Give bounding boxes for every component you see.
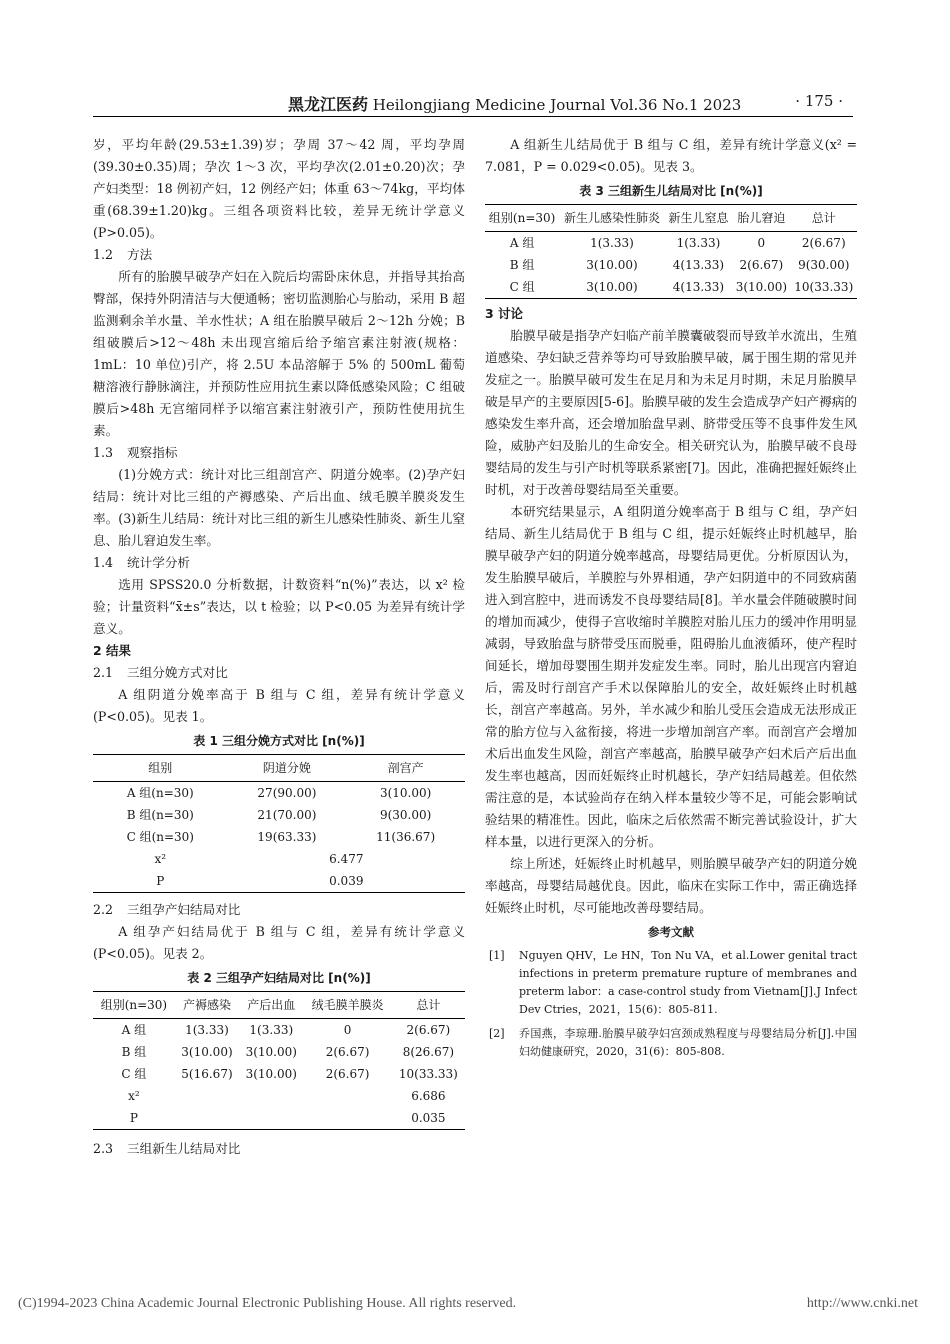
table-row: B 组 3(10.00) 4(13.33) 2(6.67) 9(30.00)	[509, 258, 850, 272]
paragraph: 选用 SPSS20.0 分析数据，计数资料“n(%)”表达，以 x² 检验；计量资料“x̄±s”表达，以 t 检验；以 P<0.05 为差异有统计学意义。	[93, 577, 465, 636]
paragraph: 所有的胎膜早破孕产妇在入院后均需卧床休息，并指导其抬高臀部，保持外阴清洁与大便通畅；密切监测胎心与胎动，采用 B 超监测剩余羊水量、羊水性状；A 组在胎膜早破后 2～12h 分娩；B 组破膜后>12～48h 未出现宫缩后给予缩宫素注射液(规格：1mL：10 单位)引产，将 2.5U 本品溶解于 5% 的 500mL 葡萄糖溶液行静脉滴注，并预防性应用抗生素以降低感染风险；C 组破膜后>48h 无宫缩同样予以缩宫素注射液引产，预防性使用抗生素。	[93, 269, 465, 438]
table-3-caption: 表 3 三组新生儿结局对比 [n(%)]	[579, 184, 763, 198]
table-header: 剖宫产	[346, 755, 465, 782]
table-header: 阴道分娩	[228, 755, 347, 782]
table-row-p: P 0.035	[129, 1111, 446, 1125]
section-heading-2-1: 2.1 三组分娩方式对比	[93, 665, 228, 680]
journal-title-en: Heilongjiang Medicine Journal Vol.36 No.1 2023	[372, 96, 742, 114]
page-number: · 175 ·	[795, 92, 843, 110]
references-heading: 参考文献	[648, 925, 694, 939]
journal-title-cn: 黑龙江医药	[288, 95, 369, 114]
reference-list	[485, 947, 857, 1061]
table-row: B 组(n=30) 21(70.00) 9(30.00)	[126, 808, 432, 822]
table-row: C 组(n=30) 19(63.33) 11(36.67)	[126, 830, 436, 844]
paragraph: A 组阴道分娩率高于 B 组与 C 组，差异有统计学意义(P<0.05)。见表 1。	[93, 687, 465, 724]
paragraph: 岁，平均年龄(29.53±1.39)岁；孕周 37～42 周，平均孕周(39.30±0.35)周；孕次 1～3 次，平均孕次(2.01±0.20)次；孕产妇类型：18 例初产妇，12 例经产妇；体重 63～74kg，平均体重(68.39±1.20)kg。三组各项资料比较，差异无统计学意义(P>0.05)。	[93, 137, 465, 240]
paragraph: (1)分娩方式：统计对比三组剖宫产、阴道分娩率。(2)孕产妇结局：统计对比三组的产褥感染、产后出血、绒毛膜羊膜炎发生率。(3)新生儿结局：统计对比三组的新生儿感染性肺炎、新生儿窒息、胎儿窘迫发生率。	[93, 467, 465, 548]
section-heading-2-3: 2.3 三组新生儿结局对比	[93, 1141, 241, 1156]
paragraph: 胎膜早破是指孕产妇临产前羊膜囊破裂而导致羊水流出，生殖道感染、孕妇缺乏营养等均可导致胎膜早破，属于围生期的常见并发症之一。胎膜早破可发生在足月和为未足月时期，未足月胎膜早破是早产的主要原因[5-6]。胎膜早破的发生会造成孕产妇产褥病的感染发生率升高，还会增加胎盘早剥、脐带受压等不良事件发生风险，威胁产妇及胎儿的生命安全。相关研究认为，胎膜早破不良母婴结局的发生与引产时机等联系紧密[7]。因此，准确把握妊娠终止时机，对于改善母婴结局至关重要。	[485, 328, 857, 497]
section-heading-1-4: 1.4 统计学分析	[93, 555, 190, 570]
table-row: A 组 1(3.33) 1(3.33) 0 2(6.67)	[121, 1023, 451, 1037]
table-header: 新生儿感染性肺炎	[559, 205, 664, 232]
reference-item: [2] 乔国燕，李琼珊.胎膜早破孕妇宫颈成熟程度与母婴结局分析[J].中国妇幼健康研究，2020，31(6)：805-808.	[489, 1027, 857, 1058]
table-header: 胎儿窘迫	[732, 205, 790, 232]
journal-title	[288, 92, 741, 115]
section-heading-2-2: 2.2 三组孕产妇结局对比	[93, 902, 241, 917]
table-row: C 组 3(10.00) 4(13.33) 3(10.00) 10(33.33)	[509, 280, 854, 294]
table-1	[93, 754, 465, 893]
table-1-caption: 表 1 三组分娩方式对比 [n(%)]	[193, 734, 365, 748]
paragraph: 综上所述，妊娠终止时机越早，则胎膜早破孕产妇的阴道分娩率越高，母婴结局越优良。因此，临床在实际工作中，需正确选择妊娠终止时机，尽可能地改善母婴结局。	[485, 856, 857, 915]
table-header: 组别	[93, 755, 228, 782]
paragraph: 本研究结果显示，A 组阴道分娩率高于 B 组与 C 组，孕产妇结局、新生儿结局优于 B 组与 C 组，提示妊娠终止时机越早，胎膜早破孕产妇的阴道分娩率越高，母婴结局更优。分析原因认为，发生胎膜早破后，羊膜腔与外界相通，孕产妇阴道中的不同致病菌进入到宫腔中，进而诱发不良母婴结局[8]。羊水量会伴随破膜时间的增加而减少，使得子宫收缩时羊膜腔对胎儿压力的缓冲作用明显减弱，导致胎盘与脐带受压而脱垂，阻碍胎儿血液循环，使产程时间延长，增加母婴围生期并发症发生率。同时，胎儿出现宫内窘迫后，需及时行剖宫产手术以保障胎儿的安全，故妊娠终止时机越长，剖宫产率越高。另外，羊水减少和胎儿受压会造成无法形成正常的胎方位与入盆衔接，将进一步增加剖宫产率。而剖宫产会增加术后出血发生风险，剖宫产率越高，胎膜早破孕产妇术后产后出血发生率也越高，因而妊娠终止时机越长，孕产妇结局越差。但依然需注意的是，本试验尚存在纳入样本量较少等不足，可能会影响试验结果的精准性。因此，临床之后依然需不断完善试验设计，扩大样本量，以进行更深入的分析。	[485, 504, 857, 849]
table-row: B 组 3(10.00) 3(10.00) 2(6.67) 8(26.67)	[121, 1045, 455, 1059]
paragraph: A 组孕产妇结局优于 B 组与 C 组，差异有统计学意义(P<0.05)。见表 2。	[93, 924, 465, 961]
table-header: 总计	[392, 992, 465, 1019]
table-header: 新生儿窒息	[665, 205, 732, 232]
section-heading-1-2: 1.2 方法	[93, 247, 153, 262]
copyright-text: (C)1994-2023 China Academic Journal Electronic Publishing House. All rights reserved.	[18, 1296, 517, 1311]
table-header: 组别(n=30)	[485, 205, 559, 232]
section-heading-1-3: 1.3 观察指标	[93, 445, 178, 460]
table-row: C 组 5(16.67) 3(10.00) 2(6.67) 10(33.33)	[121, 1067, 458, 1081]
left-column	[93, 134, 465, 1160]
running-header	[93, 92, 853, 122]
section-heading-3: 3 讨论	[485, 306, 524, 321]
table-row: A 组(n=30) 27(90.00) 3(10.00)	[126, 786, 432, 800]
table-header: 产后出血	[239, 992, 303, 1019]
table-2-caption: 表 2 三组孕产妇结局对比 [n(%)]	[187, 971, 371, 985]
header-rule	[93, 116, 853, 117]
table-row-chi: x² 6.686	[128, 1089, 446, 1103]
table-header: 绒毛膜羊膜炎	[303, 992, 391, 1019]
table-header: 组别(n=30)	[93, 992, 175, 1019]
table-row: A 组 1(3.33) 1(3.33) 0 2(6.67)	[509, 236, 846, 250]
table-3	[485, 204, 857, 299]
reference-item: [1] Nguyen QHV，Le HN，Ton Nu VA，et al.Lower genital tract infections in preterm premature rupture of membranes and preterm labor：a case-control study from Vietnam[J].J Infect Dev Ctries，2021，15(6)：805-811.	[489, 949, 857, 1016]
table-header: 总计	[791, 205, 857, 232]
table-row-p: P 0.039	[156, 874, 364, 888]
cnki-link[interactable]: http://www.cnki.net	[806, 1296, 918, 1311]
right-column	[485, 134, 857, 1067]
table-header: 产褥感染	[175, 992, 239, 1019]
table-row-chi: x² 6.477	[154, 852, 364, 866]
table-2	[93, 991, 465, 1130]
paragraph: A 组新生儿结局优于 B 组与 C 组，差异有统计学意义(x² = 7.081，P = 0.029<0.05)。见表 3。	[485, 137, 857, 174]
section-heading-2: 2 结果	[93, 643, 132, 658]
